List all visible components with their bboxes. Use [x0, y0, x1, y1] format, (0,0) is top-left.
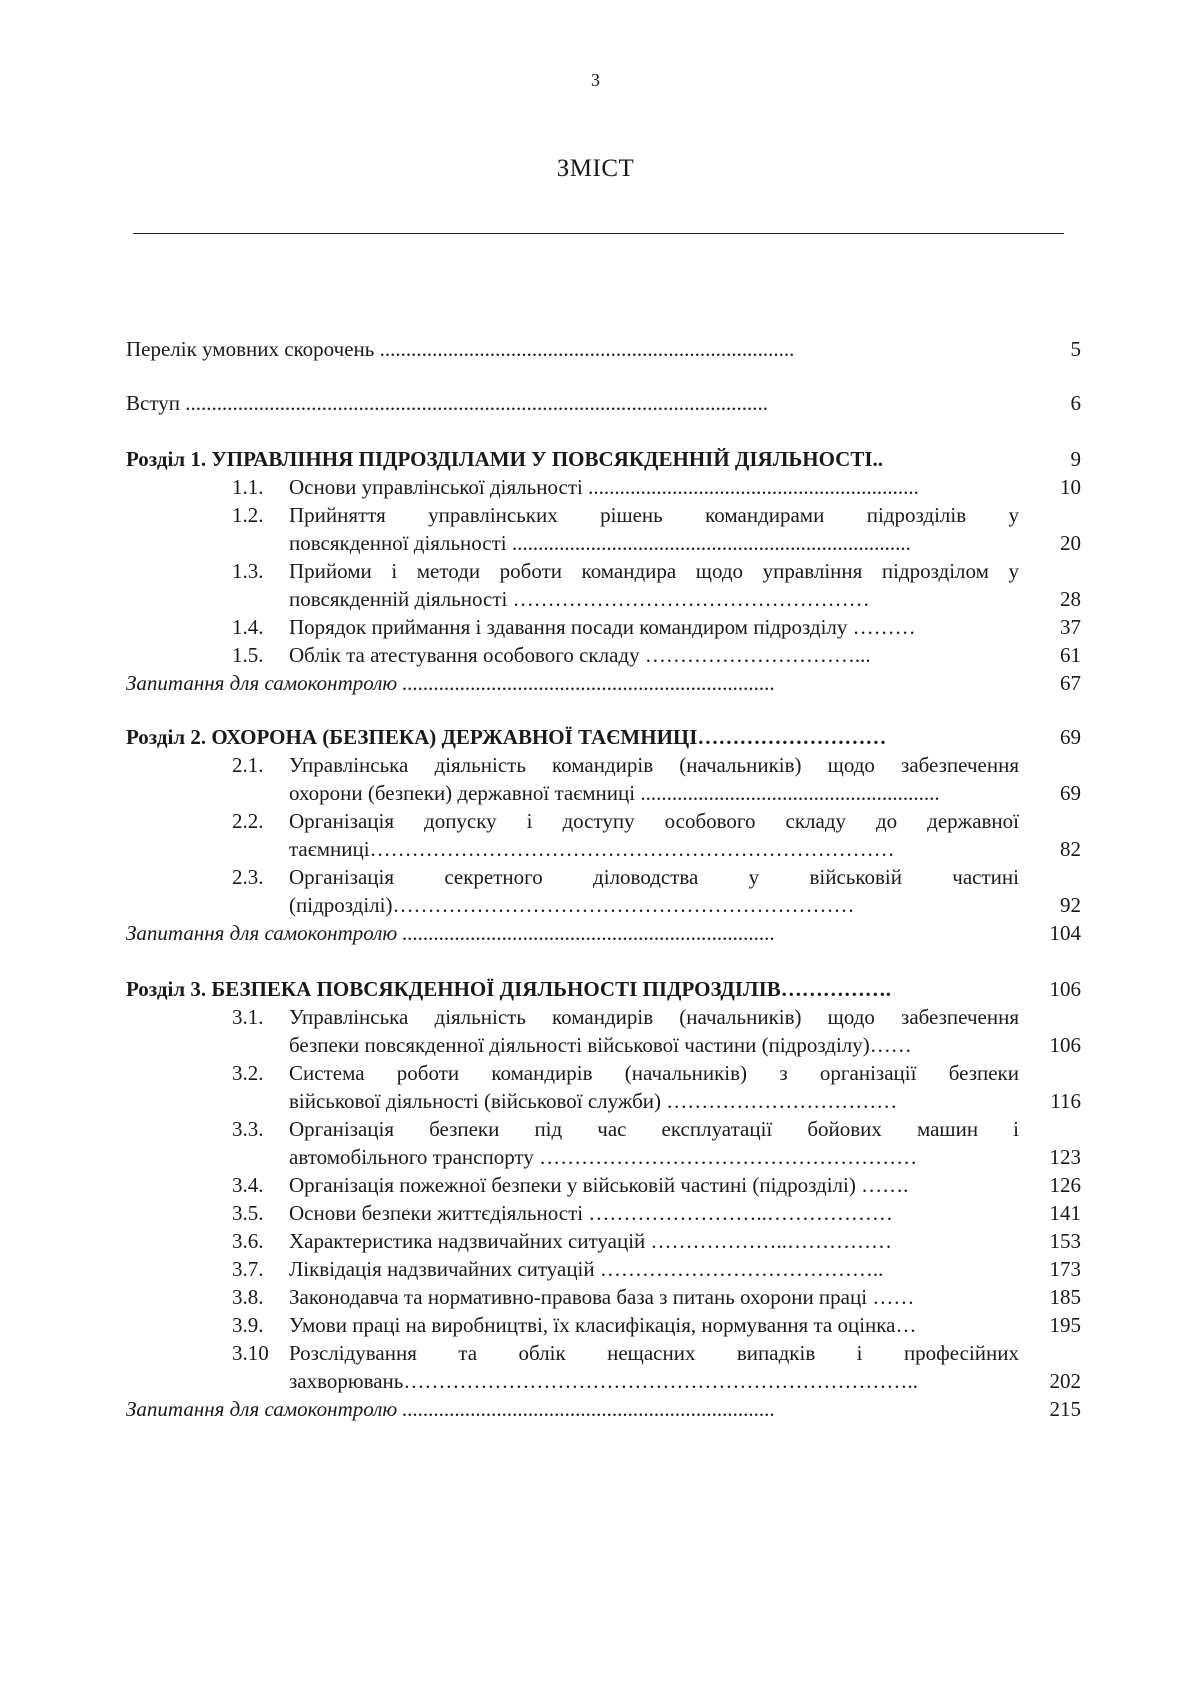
toc-subsection-continuation: таємниці…………………………………………………………………: [289, 837, 895, 861]
toc-page-number: 82: [1060, 837, 1081, 861]
toc-page-number: 116: [1050, 1089, 1081, 1113]
toc-subsection-continuation: захворювань………………………………………………………………..: [289, 1369, 918, 1393]
toc-entry-abbreviations[interactable]: Перелік умовних скорочень ...............................................................................: [126, 337, 795, 361]
toc-subsection-number: 3.7.: [232, 1257, 264, 1281]
toc-subsection-number: 1.1.: [232, 475, 264, 499]
toc-subsection-3-8[interactable]: Законодавча та нормативно-правова база з питань охорони праці ……: [289, 1285, 915, 1309]
toc-subsection-1-3[interactable]: Прийоми і методи роботи командира щодо управління підрозділом у: [289, 559, 1019, 583]
toc-page-number: 9: [1070, 447, 1081, 471]
toc-subsection-number: 1.4.: [232, 615, 264, 639]
toc-subsection-number: 2.2.: [232, 809, 264, 833]
toc-subsection-continuation: автомобільного транспорту ………………………………………………: [289, 1145, 918, 1169]
toc-subsection-continuation: повсякденній діяльності ……………………………………………: [289, 587, 870, 611]
toc-page-number: 10: [1060, 475, 1081, 499]
toc-page-number: 69: [1060, 781, 1081, 805]
toc-page-number: 153: [1049, 1229, 1081, 1253]
toc-subsection-3-9[interactable]: Умови праці на виробництві, їх класифікація, нормування та оцінка…: [289, 1313, 917, 1337]
toc-page-number: 104: [1049, 921, 1081, 945]
toc-page-number: 5: [1070, 337, 1081, 361]
toc-subsection-continuation: безпеки повсякденної діяльності військової частини (підрозділу)……: [289, 1033, 912, 1057]
toc-subsection-number: 3.2.: [232, 1061, 264, 1085]
toc-subsection-2-1[interactable]: Управлінська діяльність командирів (начальників) щодо забезпечення: [289, 753, 1019, 777]
toc-page-number: 92: [1060, 893, 1081, 917]
toc-subsection-continuation: охорони (безпеки) державної таємниці .........................................................: [289, 781, 940, 805]
toc-page-number: 123: [1049, 1145, 1081, 1169]
title-divider: [133, 233, 1064, 234]
toc-subsection-number: 2.1.: [232, 753, 264, 777]
toc-subsection-number: 3.9.: [232, 1313, 264, 1337]
toc-subsection-1-4[interactable]: Порядок приймання і здавання посади командиром підрозділу ………: [289, 615, 916, 639]
toc-subsection-number: 1.3.: [232, 559, 264, 583]
toc-subsection-number: 3.10: [232, 1341, 269, 1365]
toc-page-number: 173: [1049, 1257, 1081, 1281]
toc-entry-introduction[interactable]: Вступ ...............................................................................................................: [126, 391, 768, 415]
toc-subsection-number: 3.6.: [232, 1229, 264, 1253]
toc-subsection-number: 1.2.: [232, 503, 264, 527]
toc-self-check-questions[interactable]: Запитання для самоконтролю .......................................................................: [126, 1397, 776, 1421]
toc-subsection-3-10[interactable]: Розслідування та облік нещасних випадків і професійних: [289, 1341, 1019, 1365]
toc-subsection-continuation: повсякденної діяльності ............................................................................: [289, 531, 911, 555]
toc-page-number: 69: [1060, 725, 1081, 749]
toc-subsection-number: 1.5.: [232, 643, 264, 667]
toc-subsection-2-2[interactable]: Організація допуску і доступу особового складу до державної: [289, 809, 1019, 833]
toc-page-number: 37: [1060, 615, 1081, 639]
page-number: 3: [591, 70, 600, 90]
toc-section-1[interactable]: Розділ 1. УПРАВЛІННЯ ПІДРОЗДІЛАМИ У ПОВСЯКДЕННІЙ ДІЯЛЬНОСТІ..: [126, 447, 884, 471]
page-title: ЗМІСТ: [556, 155, 635, 182]
toc-subsection-3-1[interactable]: Управлінська діяльність командирів (начальників) щодо забезпечення: [289, 1005, 1019, 1029]
toc-subsection-3-4[interactable]: Організація пожежної безпеки у військовій частині (підрозділі) …….: [289, 1173, 909, 1197]
toc-subsection-number: 3.3.: [232, 1117, 264, 1141]
toc-self-check-questions[interactable]: Запитання для самоконтролю .......................................................................: [126, 671, 776, 695]
toc-page-number: 185: [1049, 1285, 1081, 1309]
toc-page-number: 61: [1060, 643, 1081, 667]
toc-subsection-3-3[interactable]: Організація безпеки під час експлуатації бойових машин і: [289, 1117, 1019, 1141]
toc-subsection-2-3[interactable]: Організація секретного діловодства у військовій частині: [289, 865, 1019, 889]
toc-subsection-number: 3.1.: [232, 1005, 264, 1029]
toc-section-3[interactable]: Розділ 3. БЕЗПЕКА ПОВСЯКДЕННОЇ ДІЯЛЬНОСТІ ПІДРОЗДІЛІВ…………….: [126, 977, 892, 1001]
toc-section-2[interactable]: Розділ 2. ОХОРОНА (БЕЗПЕКА) ДЕРЖАВНОЇ ТАЄМНИЦІ………………………: [126, 725, 887, 749]
toc-page-number: 6: [1070, 391, 1081, 415]
toc-subsection-1-5[interactable]: Облік та атестування особового складу …………………………...: [289, 643, 871, 667]
toc-page-number: 20: [1060, 531, 1081, 555]
toc-page-number: 202: [1049, 1369, 1081, 1393]
toc-page-number: 126: [1049, 1173, 1081, 1197]
toc-subsection-1-2[interactable]: Прийняття управлінських рішень командирами підрозділів у: [289, 503, 1019, 527]
toc-page-number: 106: [1049, 1033, 1081, 1057]
toc-subsection-number: 3.8.: [232, 1285, 264, 1309]
toc-page-number: 67: [1060, 671, 1081, 695]
toc-subsection-number: 3.5.: [232, 1201, 264, 1225]
toc-subsection-continuation: (підрозділі)…………………………………………………………: [289, 893, 855, 917]
toc-subsection-3-7[interactable]: Ліквідація надзвичайних ситуацій …………………………………..: [289, 1257, 884, 1281]
toc-subsection-number: 2.3.: [232, 865, 264, 889]
toc-subsection-3-6[interactable]: Характеристика надзвичайних ситуацій ………………..……………: [289, 1229, 893, 1253]
toc-subsection-1-1[interactable]: Основи управлінської діяльності ...............................................................: [289, 475, 919, 499]
toc-self-check-questions[interactable]: Запитання для самоконтролю .......................................................................: [126, 921, 776, 945]
toc-page-number: 106: [1049, 977, 1081, 1001]
toc-subsection-3-5[interactable]: Основи безпеки життєдіяльності ……………………..………………: [289, 1201, 893, 1225]
toc-page-number: 141: [1049, 1201, 1081, 1225]
toc-page-number: 195: [1049, 1313, 1081, 1337]
toc-page-number: 28: [1060, 587, 1081, 611]
toc-subsection-3-2[interactable]: Система роботи командирів (начальників) з організації безпеки: [289, 1061, 1019, 1085]
toc-page-number: 215: [1049, 1397, 1081, 1421]
toc-subsection-continuation: військової діяльності (військової служби) ……………………………: [289, 1089, 898, 1113]
toc-subsection-number: 3.4.: [232, 1173, 264, 1197]
